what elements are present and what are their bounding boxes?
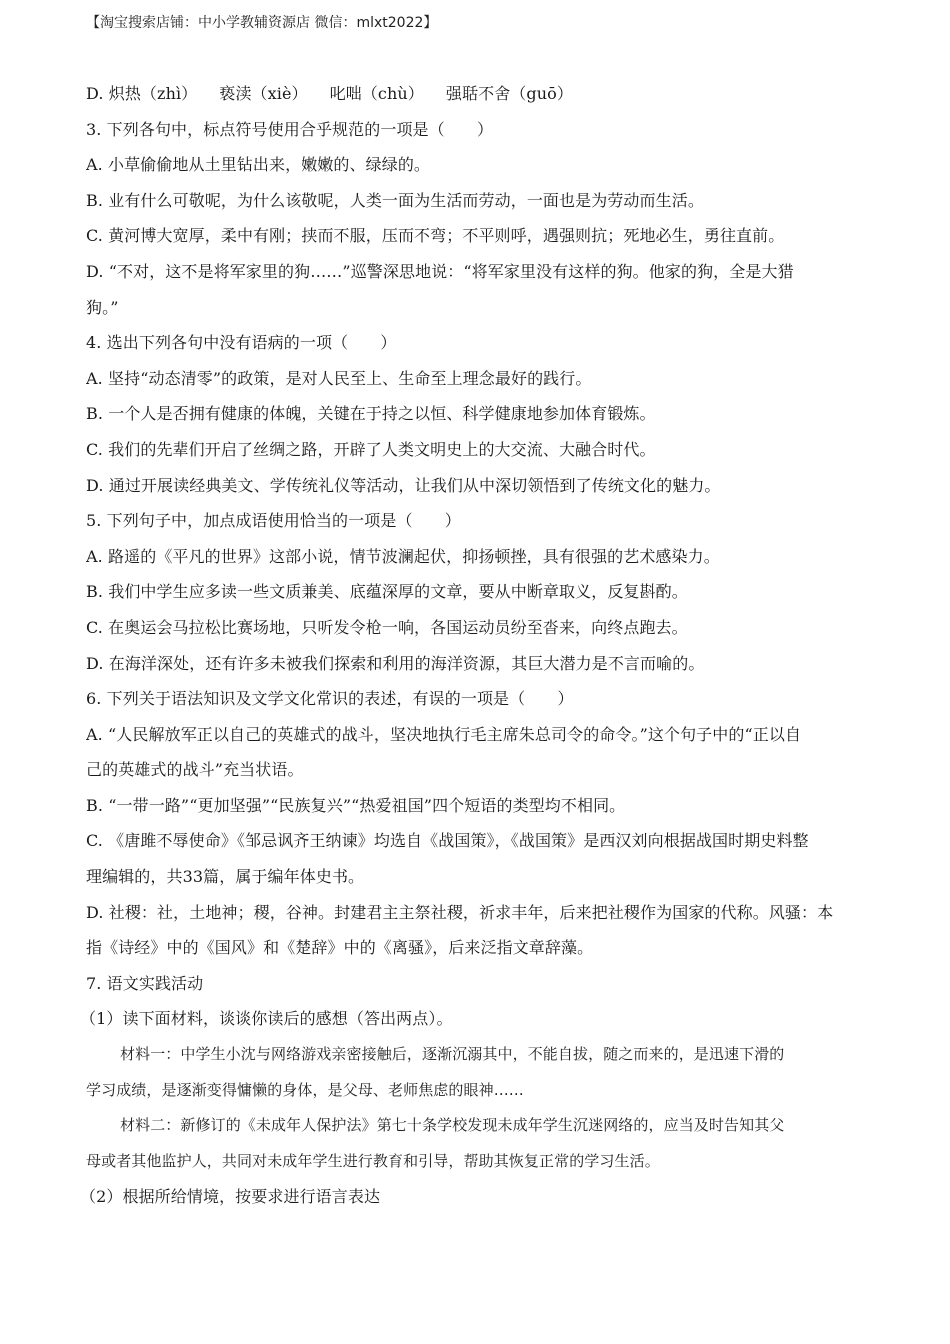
material-2-line1: 材料二：新修订的《未成年人保护法》第七十条学校发现未成年学生沉迷网络的，应当及时告知其父 xyxy=(120,1116,785,1135)
q5-option-d: D. 在海洋深处，还有许多未被我们探索和利用的海洋资源，其巨大潜力是不言而喻的。 xyxy=(86,653,705,673)
material-1-line2: 学习成绩，是逐渐变得慵懒的身体，是父母、老师焦虑的眼神…… xyxy=(86,1080,524,1099)
q6-option-b: B. “一带一路”“更加坚强”“民族复兴”“热爱祖国”四个短语的类型均不相同。 xyxy=(86,795,626,815)
q6-option-a-line2: 己的英雄式的战斗”充当状语。 xyxy=(86,760,304,780)
material-1-line1: 材料一：中学生小沈与网络游戏亲密接触后，逐渐沉溺其中，不能自拔，随之而来的，是迅速下滑的 xyxy=(120,1045,785,1064)
option-prefix: D. xyxy=(86,84,109,103)
word-4: 强聒不舍（guō） xyxy=(445,84,573,103)
q6-option-c-line2: 理编辑的，共33篇，属于编年体史书。 xyxy=(86,867,365,887)
q6-option-d-line1: D. 社稷：社，土地神；稷，谷神。封建君主主祭社稷，祈求丰年，后来把社稷作为国家的代称。风骚：本 xyxy=(86,902,834,922)
question-4: 4. 选出下列各句中没有语病的一项（ ） xyxy=(86,333,397,353)
word-2: 亵渎（xiè） xyxy=(219,84,308,103)
material-2-line2: 母或者其他监护人，共同对未成年学生进行教育和引导，帮助其恢复正常的学习生活。 xyxy=(86,1151,660,1170)
page-header: 【淘宝搜索店铺：中小学教辅资源店 微信：mlxt2022】 xyxy=(86,15,438,31)
q5-option-a: A. 路遥的《平凡的世界》这部小说，情节波澜起伏，抑扬顿挫，具有很强的艺术感染力。 xyxy=(86,546,720,566)
question-3: 3. 下列各句中，标点符号使用合乎规范的一项是（ ） xyxy=(86,119,494,139)
q7-part-1: （1）读下面材料，谈谈你读后的感想（答出两点）。 xyxy=(80,1009,453,1029)
q4-option-b: B. 一个人是否拥有健康的体魄，关键在于持之以恒、科学健康地参加体育锻炼。 xyxy=(86,404,656,424)
q3-option-c: C. 黄河博大宽厚，柔中有刚；挟而不服，压而不弯；不平则呼，遇强则抗；死地必生，勇往直前。 xyxy=(86,226,785,246)
question-5: 5. 下列句子中，加点成语使用恰当的一项是（ ） xyxy=(86,511,461,531)
q3-option-a: A. 小草偷偷地从土里钻出来，嫩嫩的、绿绿的。 xyxy=(86,155,431,175)
q7-part-2: （2）根据所给情境，按要求进行语言表达 xyxy=(80,1187,381,1207)
q4-option-c: C. 我们的先辈们开启了丝绸之路，开辟了人类文明史上的大交流、大融合时代。 xyxy=(86,439,656,459)
word-1: 炽热（zhì） xyxy=(108,84,198,103)
q3-option-b: B. 业有什么可敬呢，为什么该敬呢，人类一面为生活而劳动，一面也是为劳动而生活。 xyxy=(86,190,704,210)
q4-option-d: D. 通过开展读经典美文、学传统礼仪等活动，让我们从中深切领悟到了传统文化的魅力。 xyxy=(86,475,721,495)
question-7: 7. 语文实践活动 xyxy=(86,973,204,993)
q5-option-b: B. 我们中学生应多读一些文质兼美、底蕴深厚的文章，要从中断章取义，反复斟酌。 xyxy=(86,582,688,602)
q6-option-c-line1: C. 《唐雎不辱使命》《邹忌讽齐王纳谏》均选自《战国策》，《战国策》是西汉刘向根据战国时期史料整 xyxy=(86,831,809,851)
q2-option-d xyxy=(86,76,866,112)
q3-option-d-line1: D. “不对，这不是将军家里的狗……”巡警深思地说：“将军家里没有这样的狗。他家的狗，全是大猎 xyxy=(86,261,794,281)
q3-option-d-line2: 狗。” xyxy=(86,297,119,317)
question-6: 6. 下列关于语法知识及文学文化常识的表述，有误的一项是（ ） xyxy=(86,689,574,709)
q6-option-a-line1: A. “人民解放军正以自己的英雄式的战斗，坚决地执行毛主席朱总司令的命令。”这个句子中的“正以自 xyxy=(86,724,802,744)
q6-option-d-line2: 指《诗经》中的《国风》和《楚辞》中的《离骚》，后来泛指文章辞藻。 xyxy=(86,938,594,958)
document-body xyxy=(80,76,866,1215)
q4-option-a: A. 坚持“动态清零”的政策，是对人民至上、生命至上理念最好的践行。 xyxy=(86,368,592,388)
q5-option-c: C. 在奥运会马拉松比赛场地，只听发令枪一响，各国运动员纷至沓来，向终点跑去。 xyxy=(86,617,688,637)
word-3: 叱咄（chù） xyxy=(329,84,424,103)
